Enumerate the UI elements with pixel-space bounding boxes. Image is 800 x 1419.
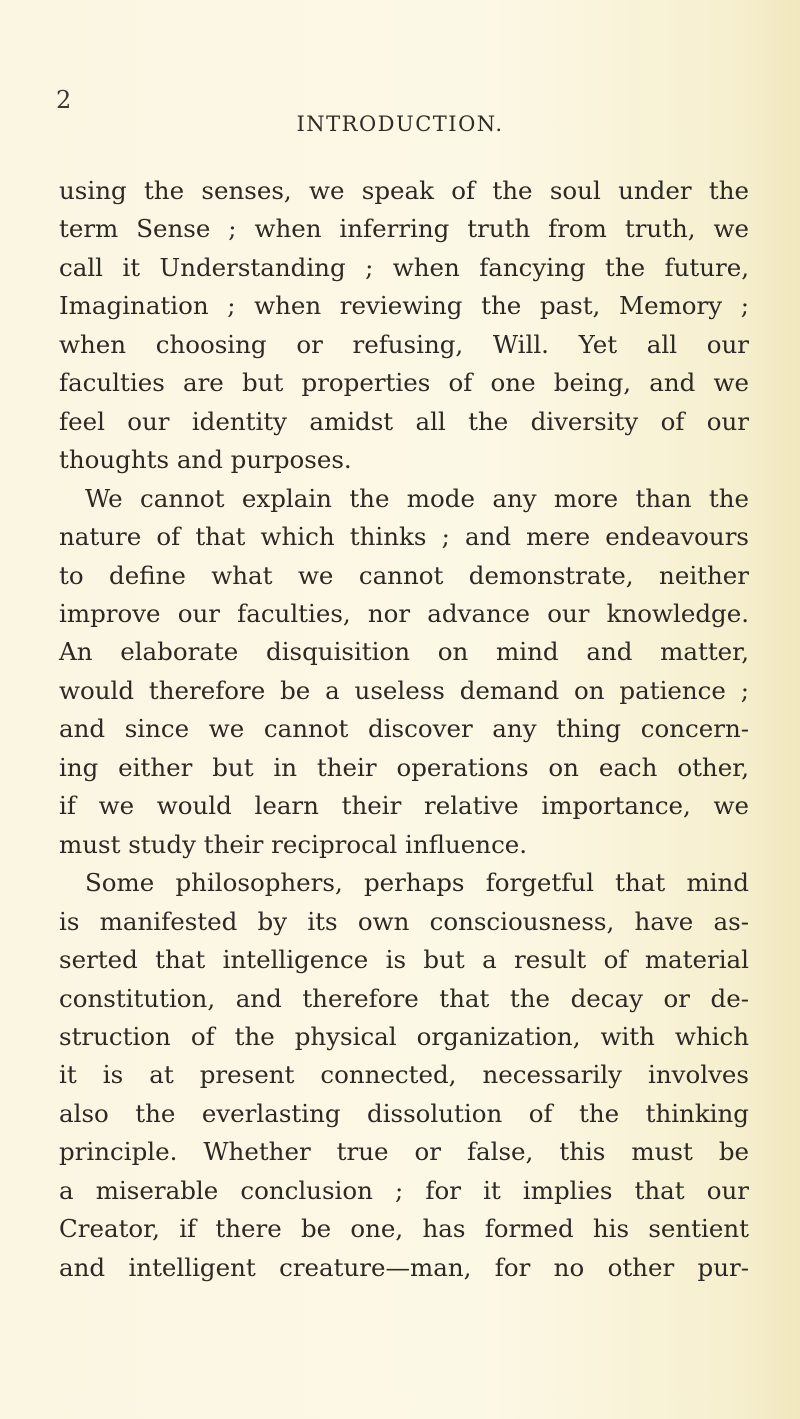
text-line: and since we cannot discover any thing concern- [59, 714, 749, 744]
text-line: struction of the physical organization, with which [59, 1021, 749, 1051]
text-line: and intelligent creature—man, for no other pur- [59, 1252, 749, 1282]
text-line: term Sense ; when inferring truth from truth, we [59, 214, 749, 244]
paragraph [59, 172, 749, 480]
text-line: We cannot explain the mode any more than the [85, 483, 749, 513]
text-line: faculties are but properties of one being, and we [59, 368, 749, 398]
text-line: constitution, and therefore that the decay or de- [59, 983, 749, 1013]
text-line: Imagination ; when reviewing the past, Memory ; [59, 291, 749, 321]
text-line: call it Understanding ; when fancying the future, [59, 252, 749, 282]
text-line: to define what we cannot demonstrate, neither [59, 560, 749, 590]
text-line: Some philosophers, perhaps forgetful that mind [85, 868, 749, 898]
paragraph [59, 480, 749, 865]
text-line: a miserable conclusion ; for it implies that our [59, 1175, 749, 1205]
text-line: serted that intelligence is but a result of material [59, 945, 749, 975]
body-text [59, 172, 749, 1287]
text-line: feel our identity amidst all the diversity of our [59, 406, 749, 436]
text-line: thoughts and purposes. [59, 445, 352, 475]
text-line: An elaborate disquisition on mind and matter, [59, 637, 749, 667]
text-line: improve our faculties, nor advance our knowledge. [59, 598, 749, 628]
text-line: using the senses, we speak of the soul under the [59, 176, 749, 205]
text-line: would therefore be a useless demand on patience ; [59, 675, 749, 705]
text-line: is manifested by its own consciousness, have as- [59, 906, 749, 936]
text-line: when choosing or refusing, Will. Yet all our [59, 329, 749, 359]
text-line: nature of that which thinks ; and mere endeavours [59, 522, 749, 552]
text-line: ing either but in their operations on each other, [59, 752, 749, 782]
text-line: principle. Whether true or false, this must be [59, 1137, 749, 1167]
text-line: must study their reciprocal influence. [59, 829, 528, 859]
running-head: INTRODUCTION. [296, 112, 504, 136]
text-line: if we would learn their relative importance, we [59, 791, 749, 821]
paragraph [59, 864, 749, 1287]
text-line: also the everlasting dissolution of the thinking [59, 1098, 749, 1128]
page-number: 2 [56, 86, 72, 114]
text-line: Creator, if there be one, has formed his sentient [59, 1214, 749, 1244]
text-line: it is at present connected, necessarily involves [59, 1060, 749, 1090]
